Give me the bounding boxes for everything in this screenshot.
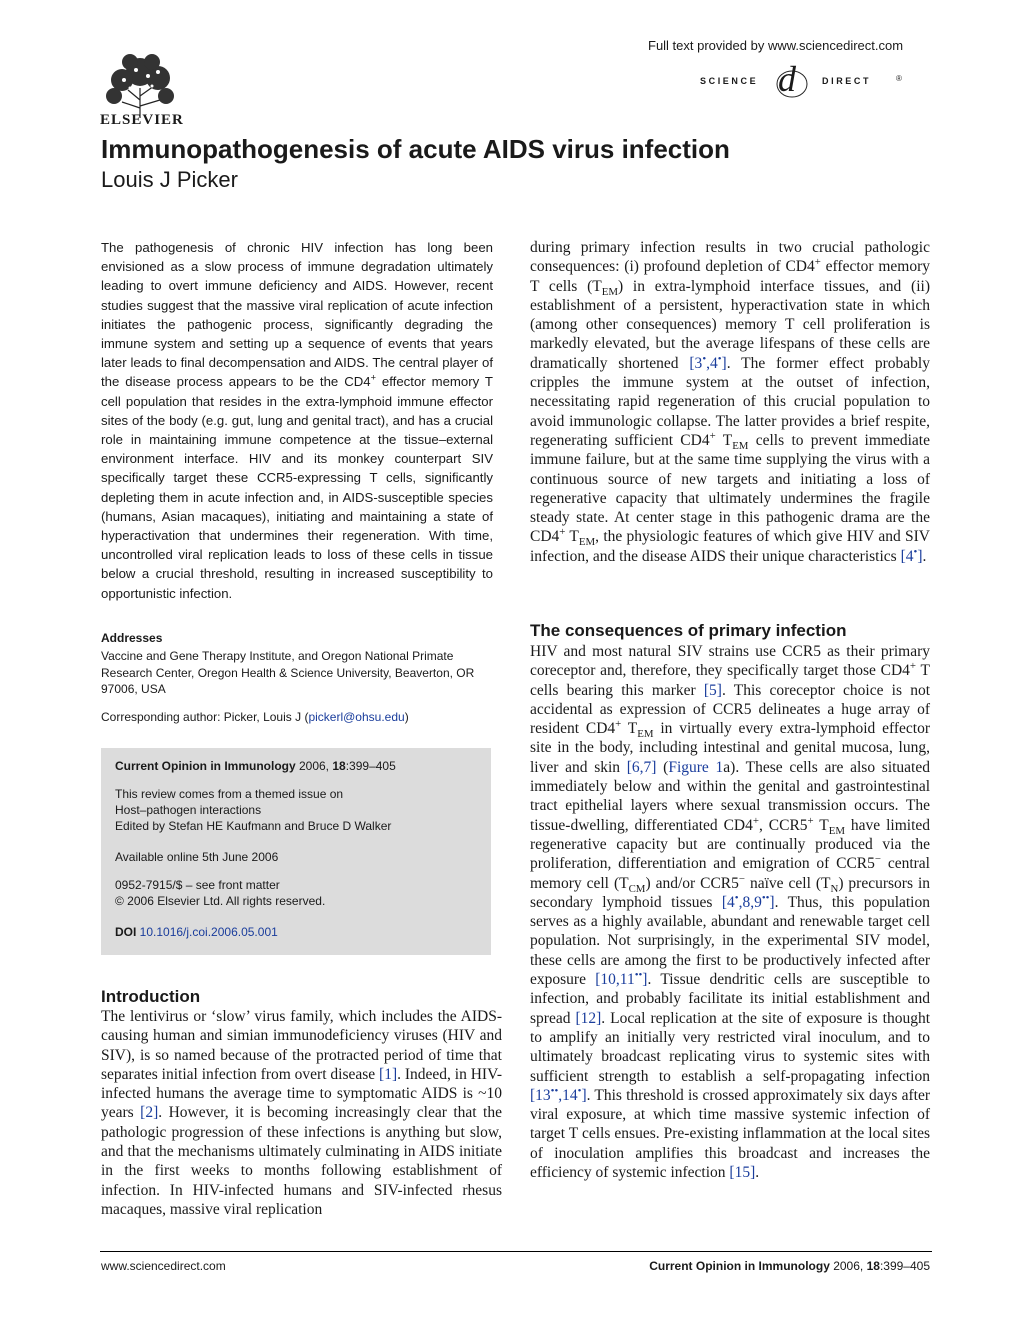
cons-text: in virtually every extra-lymphoid effector site in the body, including intestinal and genital mucosa, lung, liver and skin — [530, 720, 930, 776]
footer-year: 2006, — [829, 1259, 867, 1273]
doi-label: DOI — [115, 925, 140, 939]
sup: + — [559, 526, 566, 539]
sub: EM — [578, 536, 596, 549]
sup: − — [738, 872, 746, 885]
ref-part: ,4 — [706, 354, 718, 372]
cons-text: T — [621, 720, 638, 738]
sub: CM — [628, 882, 646, 895]
sup: − — [874, 853, 882, 866]
sup: + — [709, 429, 716, 442]
ref-link[interactable]: [15] — [729, 1164, 756, 1182]
cons-text: . This coreceptor choice is not accidental as expression of CCR5 delineates a huge array of resident CD4 — [530, 681, 931, 738]
ref-bullet: • — [577, 1084, 582, 1097]
issn-line: 0952-7915/$ – see front matter — [115, 878, 280, 892]
ref-part: ] — [917, 547, 923, 565]
ref-part: ,14 — [558, 1086, 578, 1104]
intro-text-1: The lentivirus or ‘slow’ virus family, which includes the AIDS-causing human and simian immunodeficiency viruses (HIV and SIV), is so named because of the protracted period of time that separates initial infection from overt disease — [101, 1008, 502, 1083]
ref-part: [13 — [530, 1086, 551, 1104]
ref-part: ,8,9 — [738, 893, 762, 911]
footer-pages: :399–405 — [879, 1259, 930, 1273]
ref-link[interactable] — [530, 1084, 587, 1104]
sub: EM — [601, 285, 618, 298]
sup: + — [752, 814, 759, 827]
publisher-name: ELSEVIER — [100, 112, 184, 128]
sciencedirect-logo — [700, 59, 932, 100]
cons-text: T cells bearing this marker — [530, 662, 930, 699]
fulltext-note: Full text provided by www.sciencedirect.com — [648, 38, 904, 53]
journal-name: Current Opinion in Immunology — [115, 759, 296, 773]
ref-link[interactable]: [12] — [575, 1009, 602, 1027]
corresp-prefix: Corresponding author: Picker, Louis J ( — [101, 710, 309, 724]
figure-link[interactable]: Figure 1 — [668, 758, 724, 776]
sd-mark: d — [778, 59, 796, 99]
intro-text-2: . Indeed, in HIV-infected humans the average time to symptomatic AIDS is ~10 years — [101, 1065, 503, 1122]
col2-text: , the physiologic features of which give HIV and SIV infection, and the disease AIDS their unique characteristics — [530, 528, 930, 565]
col2-text: ) in extra-lymphoid interface tissues, and (ii) establishment of a persistent, hyperactivation state in which (among other consequences) memory T cell proliferation is markedly elevated, but the average lifespans of these cells are dramatically shortened — [530, 277, 930, 372]
ref-link[interactable] — [721, 891, 775, 911]
introduction-text — [101, 1007, 502, 1219]
ref-link[interactable]: [1] — [379, 1065, 398, 1083]
cons-text: . Local replication at the site of exposure is thought to amplify an initially very restricted viral inoculum, and to ultimately broadcast replicating virus to systemic sites with sufficient strength to establish a self-propagating infection — [530, 1009, 931, 1085]
ref-part: ] — [769, 893, 775, 911]
article-author: Louis J Picker — [101, 167, 238, 192]
footer-journal: Current Opinion in Immunology — [649, 1259, 830, 1273]
col2-text: effector memory T cells (T — [530, 258, 930, 295]
sup: + — [807, 814, 814, 827]
ref-part: [4 — [900, 547, 914, 565]
cons-text: ) and/or CCR5 — [645, 874, 739, 892]
sub: N — [830, 882, 839, 895]
sd-registered: ® — [896, 74, 902, 83]
citation-line — [115, 758, 485, 774]
col2-text: . — [922, 547, 927, 565]
ref-link[interactable]: [2] — [140, 1104, 159, 1122]
ref-part: [10,11 — [595, 971, 635, 989]
sd-left-text: SCIENCE — [700, 76, 759, 86]
citation-year: 2006, — [295, 759, 333, 773]
ref-bullet: •• — [761, 891, 770, 904]
consequences-text — [530, 642, 930, 1182]
cons-text: naïve cell (T — [745, 874, 831, 892]
cons-text: . — [755, 1164, 760, 1182]
doi-link[interactable]: 10.1016/j.coi.2006.05.001 — [139, 925, 278, 939]
footer-rule — [100, 1251, 932, 1252]
sub: EM — [732, 440, 749, 453]
cons-text: HIV and most natural SIV strains use CCR5 as their primary coreceptor and, therefore, they specifically target those CD4 — [530, 643, 930, 680]
col2-text: T — [715, 431, 733, 449]
sd-circle-icon — [774, 64, 810, 100]
sub: EM — [828, 824, 846, 837]
ref-link[interactable]: [6,7] — [626, 758, 657, 776]
edited-by: Edited by Stefan HE Kaufmann and Bruce D Walker — [115, 819, 392, 833]
cons-text: . This threshold is crossed approximately six days after viral exposure, at which time massive systemic infection of target T cells ensues. Pre-existing inflammation at the local sites of inoculation amplifies this broadcast and increases the efficiency of systemic infection — [530, 1086, 930, 1182]
ref-bullet: •• — [634, 968, 643, 981]
article-title: Immunopathogenesis of acute AIDS virus infection — [101, 134, 730, 164]
abstract-text-2: effector memory T cell population that resides in the extra-lymphoid immune effector sites of the body (e.g. gut, lung and genital tract), and has a crucial role in maintaining immune competence at the tissue–external environment interface. HIV and its monkey counterpart SIV specifically target these CCR5-expressing T cells, significantly depleting them in acute infection and, in AIDS-susceptible species (humans, Asian macaques), initiating and maintaining a state of hyperactivation that undermines their regeneration. With time, uncontrolled viral replication leads to loss of these cells in tissue below a crucial threshold, resulting in increased susceptibility to opportunistic infection. — [101, 374, 493, 601]
consequences-heading: The consequences of primary infection — [530, 621, 847, 640]
citation-pages: :399–405 — [345, 759, 396, 773]
corresponding-author — [101, 710, 493, 724]
abstract-sup: + — [370, 373, 376, 384]
ref-part: ] — [642, 971, 648, 989]
sub: EM — [637, 728, 654, 741]
footer-volume: 18 — [866, 1259, 880, 1273]
ref-link[interactable] — [900, 545, 923, 565]
sd-right-text: DIRECT — [822, 76, 872, 86]
ref-link[interactable] — [689, 352, 727, 372]
cons-text: ( — [656, 758, 669, 776]
ref-bullet: • — [734, 891, 739, 904]
cons-text: have limited regenerative capacity but are continually produced via the proliferation, differentiation and emigration of CCR5 — [530, 816, 930, 873]
sup: + — [814, 256, 821, 269]
sup: + — [909, 660, 917, 673]
col2-text: cells to prevent immediate immune failure, but at the same time supplying the virus with a continuous source of new targets and initiating a loss of regenerative capacity that ultimately undermines the fragile steady state. At center stage in this pathogenic drama are the CD4 — [530, 431, 930, 546]
copyright-line: © 2006 Elsevier Ltd. All rights reserved. — [115, 894, 326, 908]
ref-bullet: •• — [550, 1084, 559, 1097]
cons-text: T — [813, 816, 829, 834]
available-online: Available online 5th June 2006 — [115, 850, 279, 864]
citation-volume: 18 — [332, 759, 346, 773]
col2-text: . The former effect probably cripples the immune system at the outset of infection, necessitating rapid regeneration of this crucial population to avoid immunologic collapse. The latter provides a brief respite, regenerating sufficient CD4 — [530, 354, 930, 449]
intro-text-3: . However, it is becoming increasingly clear that the pathologic progression of these infections is anything but slow, and that the mechanisms ultimately culminating in AIDS initiate in the first weeks to months following establishment of infection. In HIV-infected humans and SIV-infected rhesus macaques, massive viral replication — [101, 1104, 502, 1218]
abstract — [101, 238, 493, 603]
doi-line — [115, 924, 485, 940]
ref-part: ] — [721, 354, 727, 372]
ref-bullet: • — [913, 545, 918, 558]
sup: + — [615, 718, 622, 731]
col2-text: T — [565, 528, 579, 546]
article-info-box — [101, 748, 491, 955]
ref-bullet: • — [717, 352, 722, 365]
author-email-link[interactable]: pickerl@ohsu.edu — [308, 710, 405, 724]
ref-bullet: • — [702, 352, 707, 365]
ref-part: ] — [581, 1086, 587, 1104]
corresp-suffix: ) — [404, 710, 409, 724]
footer-citation — [649, 1259, 930, 1273]
cons-text: a). These cells are also situated immediately below and within the genital and gastrointestinal tract epithelial layers where sexual transmission occurs. The tissue-dwelling, differentiated CD4 — [530, 758, 930, 834]
addresses-text: Vaccine and Gene Therapy Institute, and Oregon National Primate Research Center, Oregon Health & Science University, Beaverton, OR 97006, USA — [101, 649, 475, 696]
addresses-heading: Addresses — [101, 631, 163, 645]
themed-issue-line: This review comes from a themed issue on — [115, 787, 344, 801]
cons-text: central memory cell (T — [530, 855, 930, 892]
ref-link[interactable]: [5] — [703, 681, 722, 699]
ref-part: [4 — [721, 893, 735, 911]
cons-text: . Tissue dendritic cells are susceptible to infection, and probably facilitate its initial establishment and spread — [530, 971, 930, 1027]
ref-link[interactable] — [595, 968, 648, 989]
cons-text: , CCR5 — [759, 816, 808, 834]
cons-text: . Thus, this population serves as a highly available, abundant and renewable target cell population. Not surprisingly, in the experimental SIV model, these cells are among the first to be productively infected after exposure — [530, 893, 930, 989]
col2-text: during primary infection results in two crucial pathologic consequences: (i) profound depletion of CD4 — [530, 239, 930, 276]
abstract-text-1: The pathogenesis of chronic HIV infection has long been envisioned as a slow process of immune degradation ultimately leading to overt immune deficiency and AIDS. However, recent studies suggest that the massive viral replication of acute infection initiates the pathogenic process, significantly degrading the immune system and setting up a sequence of events that years later leads to final decompensation and AIDS. The central player of the disease process appears to be the CD4 — [101, 240, 493, 390]
themed-issue-topic: Host–pathogen interactions — [115, 803, 262, 817]
introduction-heading: Introduction — [101, 987, 201, 1006]
cons-text: ) precursors in secondary lymphoid tissues — [530, 874, 931, 911]
column2-text — [530, 238, 930, 566]
ref-part: [3 — [689, 354, 703, 372]
footer-website: www.sciencedirect.com — [101, 1259, 226, 1273]
